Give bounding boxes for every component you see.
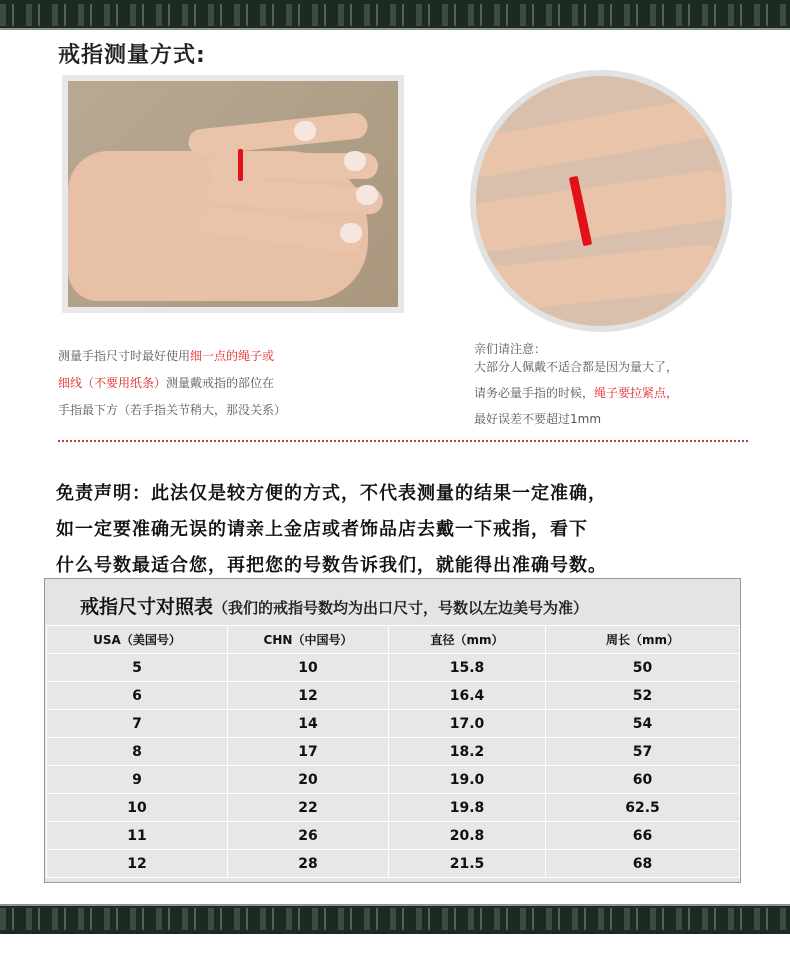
table-cell: 28	[228, 850, 389, 878]
table-cell: 26	[228, 822, 389, 850]
table-cell: 57	[546, 738, 740, 766]
table-row	[47, 822, 740, 850]
table-cell: 15.8	[389, 654, 546, 682]
table-cell: 12	[47, 850, 228, 878]
table-cell: 16.4	[389, 682, 546, 710]
top-decorative-border	[0, 0, 790, 30]
column-header-chn: CHN（中国号）	[228, 626, 389, 654]
table-cell: 20	[228, 766, 389, 794]
attention-notes: 亲们请注意： 大部分人佩戴不适合都是因为量大了， 请务必量手指的时候，绳子要拉紧点， 最好误差不要超过1mm	[474, 342, 679, 426]
table-cell: 17.0	[389, 710, 546, 738]
table-cell: 10	[228, 654, 389, 682]
table-cell: 19.0	[389, 766, 546, 794]
table-cell: 12	[228, 682, 389, 710]
table-row	[47, 710, 740, 738]
finger-closeup-photo	[470, 70, 732, 332]
table-cell: 52	[546, 682, 740, 710]
column-header-circumference: 周长（mm）	[546, 626, 740, 654]
table-cell: 50	[546, 654, 740, 682]
dotted-divider	[58, 440, 748, 442]
table-cell: 6	[47, 682, 228, 710]
ring-size-table	[46, 625, 740, 878]
column-header-usa: USA（美国号）	[47, 626, 228, 654]
table-cell: 17	[228, 738, 389, 766]
table-cell: 22	[228, 794, 389, 822]
table-cell: 11	[47, 822, 228, 850]
table-row	[47, 766, 740, 794]
table-cell: 66	[546, 822, 740, 850]
red-string-ring	[238, 149, 243, 181]
size-table-title: 戒指尺寸对照表（我们的戒指号数均为出口尺寸，号数以左边美号为准）	[80, 596, 589, 618]
measuring-instructions: 测量手指尺寸时最好使用细一点的绳子或 细线（不要用纸条）测量戴戒指的部位在 手指最下方（若手指关节稍大，那没关系）	[58, 349, 287, 417]
table-row	[47, 654, 740, 682]
column-header-diameter: 直径（mm）	[389, 626, 546, 654]
table-cell: 7	[47, 710, 228, 738]
bottom-decorative-border	[0, 904, 790, 934]
disclaimer-text: 免责声明：此法仅是较方便的方式，不代表测量的结果一定准确， 如一定要准确无误的请亲上金店或者饰品店去戴一下戒指，看下 什么号数最适合您，再把您的号数告诉我们，就能得出准确号数。	[56, 483, 607, 576]
table-row	[47, 794, 740, 822]
table-cell: 62.5	[546, 794, 740, 822]
table-cell: 9	[47, 766, 228, 794]
table-cell: 19.8	[389, 794, 546, 822]
table-cell: 14	[228, 710, 389, 738]
hand-measuring-photo	[62, 75, 404, 313]
table-row	[47, 850, 740, 878]
table-cell: 68	[546, 850, 740, 878]
table-cell: 8	[47, 738, 228, 766]
table-row	[47, 738, 740, 766]
table-cell: 5	[47, 654, 228, 682]
page-title: 戒指测量方式:	[58, 43, 206, 68]
table-cell: 18.2	[389, 738, 546, 766]
table-row	[47, 682, 740, 710]
table-cell: 10	[47, 794, 228, 822]
table-cell: 60	[546, 766, 740, 794]
table-cell: 54	[546, 710, 740, 738]
table-cell: 21.5	[389, 850, 546, 878]
table-cell: 20.8	[389, 822, 546, 850]
